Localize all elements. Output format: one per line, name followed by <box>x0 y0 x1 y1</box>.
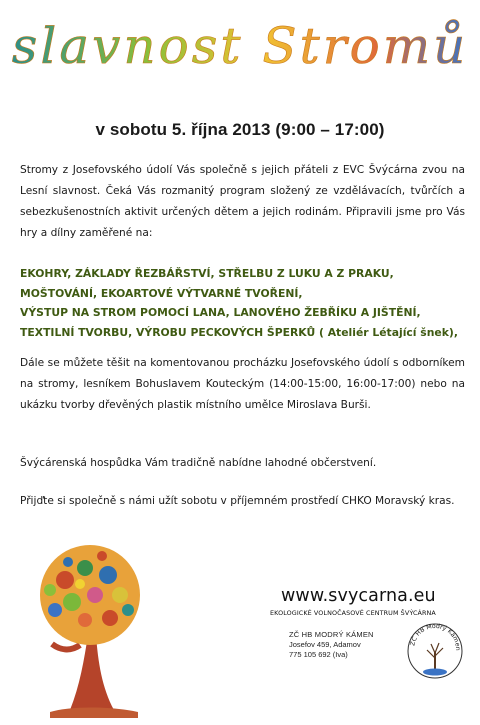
activity-line: EKOHRY, ZÁKLADY ŘEZBÁŘSTVÍ, STŘELBU Z LUKU A Z PRAKU, <box>20 267 394 280</box>
contact-block <box>289 630 374 660</box>
event-date: v sobotu 5. října 2013 (9:00 – 17:00) <box>95 120 385 139</box>
activity-line: TEXTILNÍ TVORBU, VÝROBU PECKOVÝCH ŠPERKŮ ( Ateliér Létající šnek), <box>20 325 458 339</box>
center-name: EKOLOGICKÉ VOLNOČASOVÉ CENTRUM ŠVÝCÁRNA <box>270 609 436 617</box>
activity-line: MOŠTOVÁNÍ, EKOARTOVÉ VÝTVARNÉ TVOŘENÍ, <box>20 286 303 300</box>
org-name: ZČ HB MODRÝ KÁMEN <box>289 630 374 639</box>
title-lettering <box>0 8 480 83</box>
walk-paragraph: Dále se můžete těšit na komentovanou procházku Josefovského údolí s odborníkem na stromy, lesníkem Bohuslavem Kouteckým (14:00-15:00, 16:00-17:00) nebo na ukázku tvorby dřevěných plastik místního umělce Miroslava Burši. <box>20 357 465 411</box>
svg-text:slavnost Stromů: slavnost Stromů <box>11 17 469 75</box>
activity-line: VÝSTUP NA STROM POMOCÍ LANA, LANOVÉHO ŽEBŘÍKU A JIŠTĚNÍ, <box>20 306 421 319</box>
invite-paragraph: Přijďte si společně s námi užít sobotu v příjemném prostředí CHKO Moravský kras. <box>20 495 455 507</box>
tree-illustration <box>10 540 170 720</box>
modry-kamen-logo <box>405 622 465 680</box>
phone: 775 105 692 (Iva) <box>289 650 348 659</box>
pub-paragraph: Švýcárenská hospůdka Vám tradičně nabídne lahodné občerstvení. <box>20 457 377 469</box>
activities-list <box>20 264 465 342</box>
intro-paragraph: Stromy z Josefovského údolí Vás společně s jejich přáteli z EVC Švýcárna zvou na Lesní slavnost. Čeká Vás rozmanitý program složený ze vzdělávacích, tvůrčích a sebezkušenostních aktivit určených dětem a jejich rodinám. Připravili jsme pro Vás hry a dílny zaměřené na: <box>20 164 465 239</box>
svg-text:ZČ HB Modrý Kámen: ZČ HB Modrý Kámen <box>409 622 462 651</box>
address: Josefov 459, Adamov <box>289 640 361 649</box>
website-link[interactable]: www.svycarna.eu <box>281 586 436 606</box>
